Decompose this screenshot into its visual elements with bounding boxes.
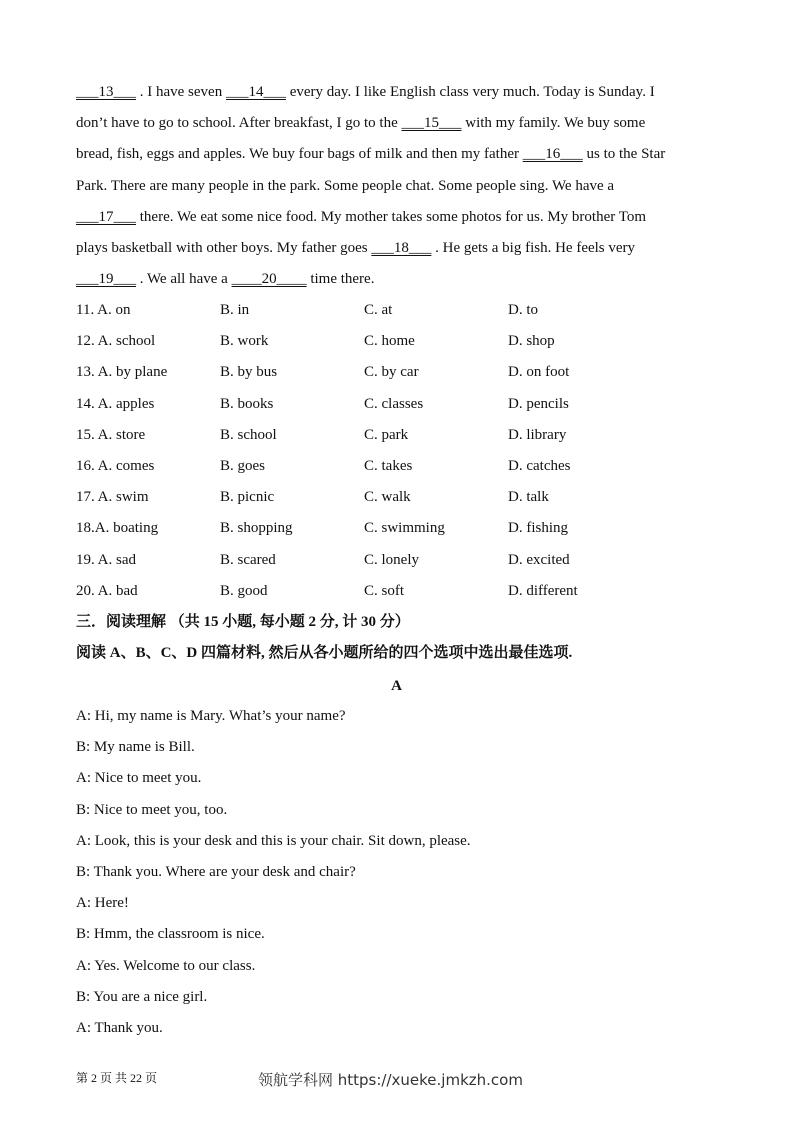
passage-line (76, 267, 716, 298)
option-d: D. different (508, 582, 578, 599)
option-b: B. by bus (220, 364, 278, 381)
blank-18: ___18___ (371, 239, 432, 256)
passage-text: Park. There are many people in the park. Some people chat. Some people sing. We have a (76, 177, 615, 194)
question-row (76, 392, 716, 423)
passage-text: there. We eat some nice food. My mother takes some photos for us. My brother Tom (136, 208, 646, 225)
option-c: C. by car (364, 364, 419, 381)
option-b: B. in (220, 302, 250, 318)
question-row (76, 516, 716, 547)
question-row (76, 329, 716, 360)
question-row (76, 360, 716, 391)
option-a: 13. A. by plane (76, 364, 168, 381)
option-d: D. pencils (508, 395, 569, 412)
option-b: B. school (220, 426, 277, 443)
option-b: B. shopping (220, 520, 293, 537)
passage-line (76, 236, 716, 267)
passage-text: . I have seven (136, 84, 226, 100)
option-a: 15. A. store (76, 426, 146, 443)
option-d: D. library (508, 426, 567, 443)
question-row (76, 454, 716, 485)
watermark: 领航学科网 https://xueke.jmkzh.com (258, 1071, 523, 1089)
option-a: 16. A. comes (76, 457, 155, 474)
option-b: B. picnic (220, 489, 275, 506)
passage-text: with my family. We buy some (461, 115, 646, 132)
option-c: C. soft (364, 582, 405, 599)
option-b: B. scared (220, 551, 276, 568)
page-number: 第 2 页 共 22 页 (76, 1071, 158, 1085)
option-a: 12. A. school (76, 333, 156, 350)
question-row (76, 548, 716, 579)
option-a: 14. A. apples (76, 395, 155, 412)
option-c: C. walk (364, 489, 411, 506)
blank-16: ___16___ (522, 146, 583, 163)
passage-text: bread, fish, eggs and apples. We buy four bags of milk and then my father (76, 146, 523, 163)
blank-19: ___19___ (76, 271, 136, 288)
option-d: D. fishing (508, 520, 568, 537)
blank-15: ___15___ (401, 115, 462, 132)
option-c: C. home (364, 333, 415, 350)
blank-13: ___13___ (76, 84, 136, 100)
dialogue-line: A: Nice to meet you. (76, 770, 202, 787)
dialogue-line: B: Thank you. Where are your desk and chair? (76, 863, 356, 880)
dialogue-line: A: Yes. Welcome to our class. (76, 957, 256, 974)
option-c: C. at (364, 302, 393, 318)
option-d: D. excited (508, 551, 570, 568)
blank-14: ___14___ (225, 84, 286, 100)
passage-text: every day. I like English class very much. Today is Sunday. I (285, 84, 655, 100)
passage-line (76, 205, 716, 236)
answer-options (76, 298, 716, 610)
passage-text: us to the Star (582, 146, 666, 163)
option-a: 17. A. swim (76, 489, 149, 506)
option-c: C. swimming (364, 520, 445, 537)
passage-line (76, 80, 716, 111)
passage-text: don’t have to go to school. After breakfast, I go to the (76, 115, 402, 132)
blank-17: ___17___ (76, 208, 136, 225)
option-d: D. shop (508, 333, 555, 350)
option-d: D. on foot (508, 364, 570, 381)
passage-line (76, 174, 716, 205)
passage-line (76, 142, 716, 173)
passage-text: . We all have a (136, 271, 232, 288)
question-row (76, 579, 716, 610)
option-b: B. good (220, 582, 268, 599)
option-c: C. classes (364, 395, 424, 412)
passage-text: . He gets a big fish. He feels very (431, 239, 636, 256)
option-c: C. lonely (364, 551, 419, 568)
section-title: 三．阅读理解 （共 15 小题, 每小题 2 分, 计 30 分） (76, 614, 410, 630)
dialogue-line: A: Look, this is your desk and this is your chair. Sit down, please. (76, 832, 471, 849)
dialogue (76, 704, 471, 1047)
part-label: A (391, 678, 402, 694)
option-b: B. goes (220, 457, 265, 474)
option-b: B. work (220, 333, 269, 350)
option-d: D. talk (508, 489, 549, 506)
option-c: C. takes (364, 457, 413, 474)
option-c: C. park (364, 426, 409, 443)
section-instruction: 阅读 A、B、C、D 四篇材料, 然后从各小题所给的四个选项中选出最佳选项. (76, 645, 573, 661)
question-row (76, 298, 716, 329)
dialogue-line: A: Thank you. (76, 1019, 163, 1036)
option-a: 20. A. bad (76, 582, 138, 599)
dialogue-line: A: Hi, my name is Mary. What’s your name? (76, 708, 346, 724)
option-a: 19. A. sad (76, 551, 136, 568)
passage-text: plays basketball with other boys. My father goes (76, 239, 372, 256)
question-row (76, 423, 716, 454)
blank-20: ____20____ (231, 271, 307, 288)
option-b: B. books (220, 395, 274, 412)
question-row (76, 485, 716, 516)
passage-text: time there. (306, 271, 375, 288)
dialogue-line: B: Hmm, the classroom is nice. (76, 926, 265, 943)
passage-line (76, 111, 716, 142)
option-d: D. to (508, 302, 538, 318)
cloze-passage (76, 80, 716, 298)
option-a: 18.A. boating (76, 520, 159, 537)
dialogue-line: B: My name is Bill. (76, 739, 195, 756)
dialogue-line: A: Here! (76, 895, 129, 912)
dialogue-line: B: You are a nice girl. (76, 988, 208, 1005)
dialogue-line: B: Nice to meet you, too. (76, 801, 228, 818)
option-a: 11. A. on (76, 302, 131, 318)
option-d: D. catches (508, 457, 571, 474)
